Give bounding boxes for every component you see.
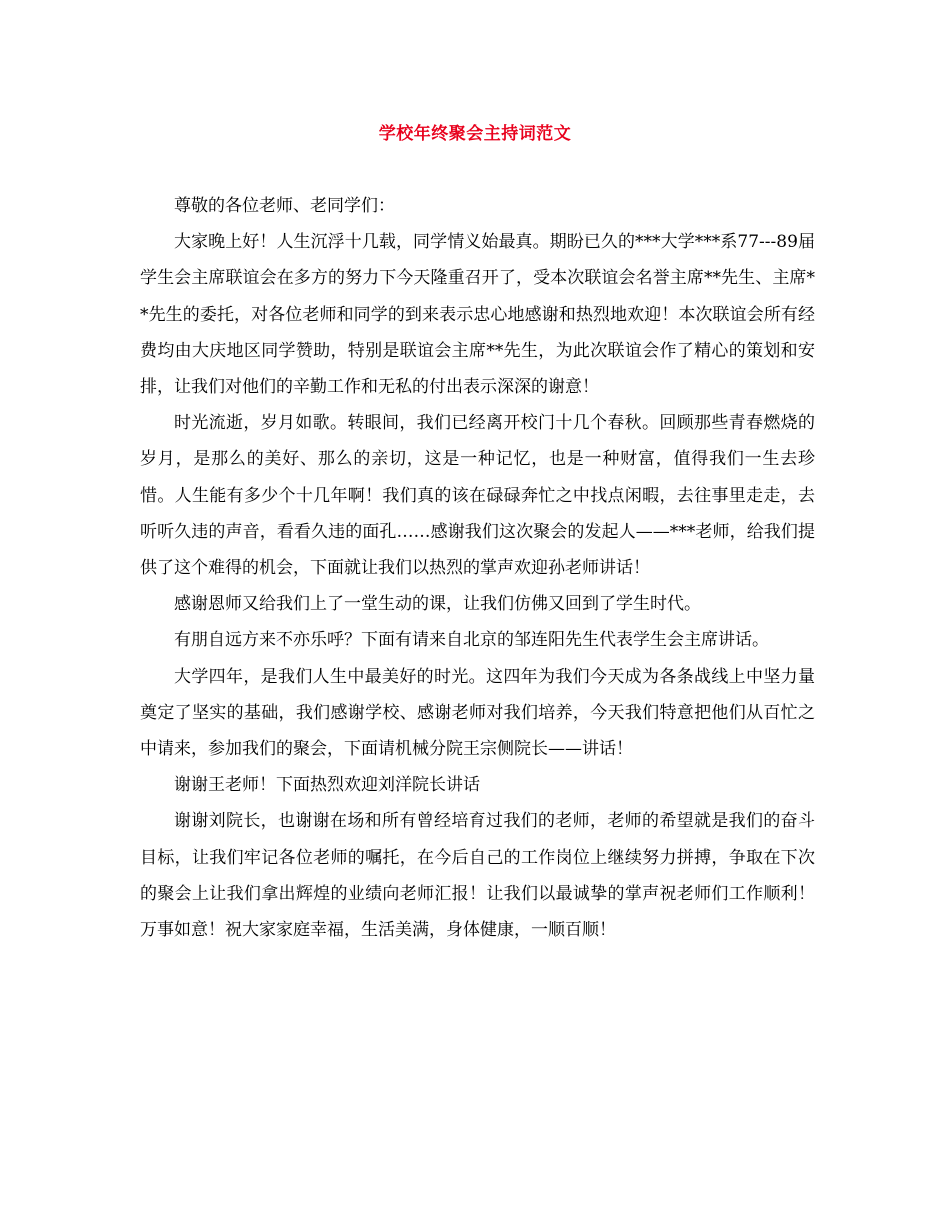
paragraph-opening: 大家晚上好！人生沉浮十几载，同学情义始最真。期盼已久的***大学***系77---89届学生会主席联谊会在多方的努力下今天隆重召开了，受本次联谊会名誉主席**先生、主席**先生的委托，对各位老师和同学的到来表示忠心地感谢和热烈地欢迎！本次联谊会所有经费均由大庆地区同学赞助，特别是联谊会主席**先生，为此次联谊会作了精心的策划和安排，让我们对他们的辛勤工作和无私的付出表示深深的谢意！ [140,232,815,398]
paragraph-friend-from-afar: 有朋自远方来不亦乐呼？下面有请来自北京的邹连阳先生代表学生会主席讲话。 [174,630,769,651]
paragraph-memories: 时光流逝，岁月如歌。转眼间，我们已经离开校门十几个春秋。回顾那些青春燃烧的岁月，是那么的美好、那么的亲切，这是一种记忆，也是一种财富，值得我们一生去珍惜。人生能有多少个十几年啊！我们真的该在碌碌奔忙之中找点闲暇，去往事里走走，去听听久违的声音，看看久违的面孔……感谢我们这次聚会的发起人——***老师，给我们提供了这个难得的机会，下面就让我们以热烈的掌声欢迎孙老师讲话！ [140,413,815,579]
paragraph-university-years: 大学四年，是我们人生中最美好的时光。这四年为我们今天成为各条战线上中坚力量奠定了坚实的基础，我们感谢学校、感谢老师对我们培养，今天我们特意把他们从百忙之中请来，参加我们的聚会，下面请机械分院王宗侧院长——讲话！ [140,666,815,760]
paragraph-closing: 谢谢刘院长，也谢谢在场和所有曾经培育过我们的老师，老师的希望就是我们的奋斗目标，让我们牢记各位老师的嘱托，在今后自己的工作岗位上继续努力拼搏，争取在下次的聚会上让我们拿出辉煌的业绩向老师汇报！让我们以最诚挚的掌声祝老师们工作顺利！万事如意！祝大家家庭幸福，生活美满，身体健康，一顺百顺！ [140,811,815,941]
document-title: 学校年终聚会主持词范文 [378,124,572,144]
document-body [140,188,815,948]
salutation: 尊敬的各位老师、老同学们： [174,196,395,216]
paragraph-thanks-wang: 谢谢王老师！下面热烈欢迎刘洋院长讲话 [174,775,480,796]
paragraph-thanks-teacher: 感谢恩师又给我们上了一堂生动的课，让我们仿佛又回到了学生时代。 [174,594,701,615]
